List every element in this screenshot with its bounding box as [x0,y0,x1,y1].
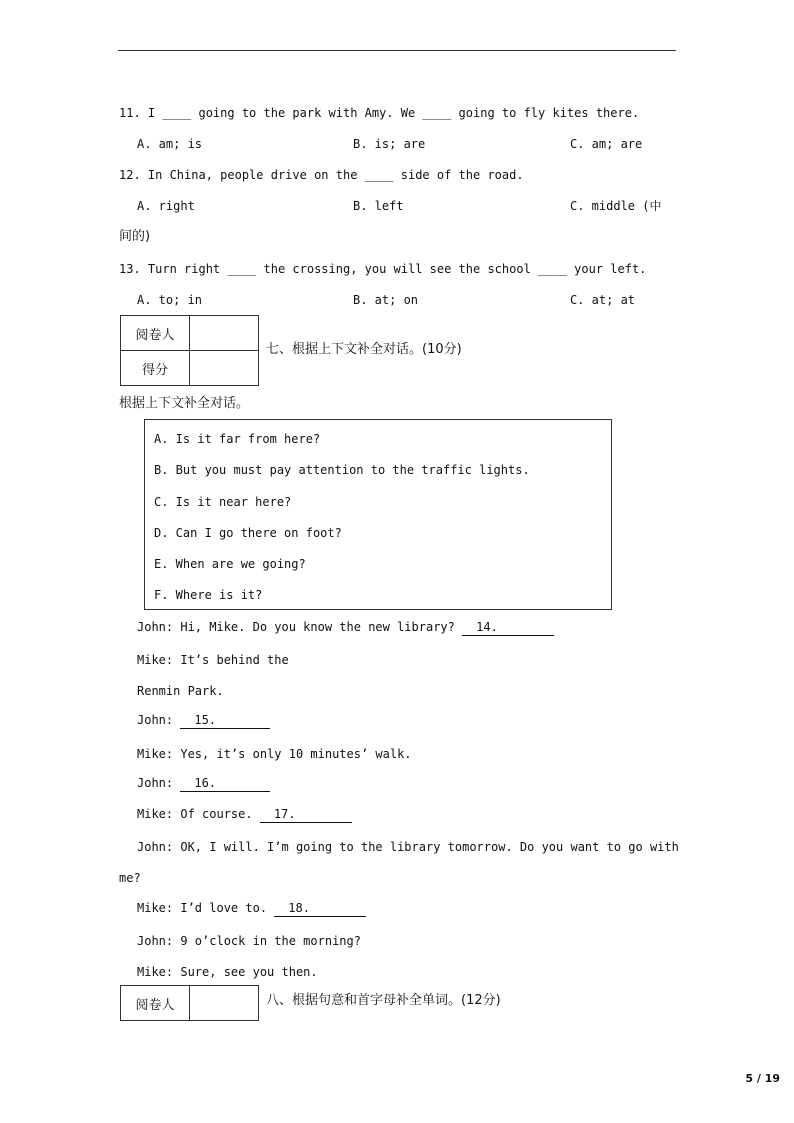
dialog-line-4: Mike: Yes, it’s only 10 minutes’ walk. [137,747,412,761]
dialog-line-7a: John: OK, I will. I’m going to the library tomorrow. Do you want to go with [137,840,679,854]
question-11-option-c: C. am; are [570,137,643,151]
dialog-line-8-text: Mike: I’d love to. [137,901,268,915]
question-12-option-a: A. right [137,199,195,213]
grader-label: 阅卷人 [121,316,190,351]
choice-c: C. Is it near here? [154,495,292,509]
question-13-option-a: A. to; in [137,293,203,307]
blank-14[interactable]: 14. [462,619,554,636]
question-12-option-c: C. middle (中 [570,199,662,213]
blank-18[interactable]: 18. [274,900,366,917]
question-11-option-a: A. am; is [137,137,203,151]
blank-17[interactable]: 17. [260,806,352,823]
section-8-score-table [120,985,259,1021]
question-12-stem: 12. In China, people drive on the ____ side of the road. [119,168,524,182]
score-cell [190,351,259,386]
section-7-title: 七、根据上下文补全对话。(10分) [266,342,462,357]
blank-15[interactable]: 15. [180,712,270,729]
dialog-line-2b: Renmin Park. [137,684,224,698]
section-7-instruction: 根据上下文补全对话。 [119,396,250,411]
choice-e: E. When are we going? [154,557,306,571]
section-7-score-table [120,315,259,386]
question-12-option-b: B. left [353,199,404,213]
dialog-line-3-text: John: [137,713,174,727]
choice-a: A. Is it far from here? [154,432,321,446]
question-13-option-b: B. at; on [353,293,419,307]
dialog-line-6-text: Mike: Of course. [137,807,253,821]
dialog-line-9: John: 9 o’clock in the morning? [137,934,361,948]
dialog-line-1-text: John: Hi, Mike. Do you know the new library? [137,620,455,634]
score-label: 得分 [121,351,190,386]
dialog-line-5-text: John: [137,776,174,790]
dialog-line-2a: Mike: It’s behind the [137,653,289,667]
grader-label: 阅卷人 [121,986,190,1021]
dialog-options-box [144,419,612,610]
question-12-option-c-continued: 间的) [119,229,151,244]
question-11-option-b: B. is; are [353,137,426,151]
grader-cell [190,986,259,1021]
dialog-line-10: Mike: Sure, see you then. [137,965,318,979]
question-11-stem: 11. I ____ going to the park with Amy. We ____ going to fly kites there. [119,106,640,120]
choice-b: B. But you must pay attention to the traffic lights. [154,463,530,477]
grader-cell [190,316,259,351]
dialog-line-5 [137,775,270,792]
page-number: 5 / 19 [745,1072,780,1085]
choice-f: F. Where is it? [154,588,263,602]
dialog-line-3 [137,712,270,729]
question-13-option-c: C. at; at [570,293,636,307]
question-13-stem: 13. Turn right ____ the crossing, you will see the school ____ your left. [119,262,647,276]
dialog-line-6 [137,806,352,823]
dialog-line-8 [137,900,366,917]
section-8-title: 八、根据句意和首字母补全单词。(12分) [266,993,501,1008]
dialog-line-1 [137,619,554,636]
header-rule [118,50,676,51]
dialog-line-7b: me? [119,871,141,885]
blank-16[interactable]: 16. [180,775,270,792]
choice-d: D. Can I go there on foot? [154,526,342,540]
